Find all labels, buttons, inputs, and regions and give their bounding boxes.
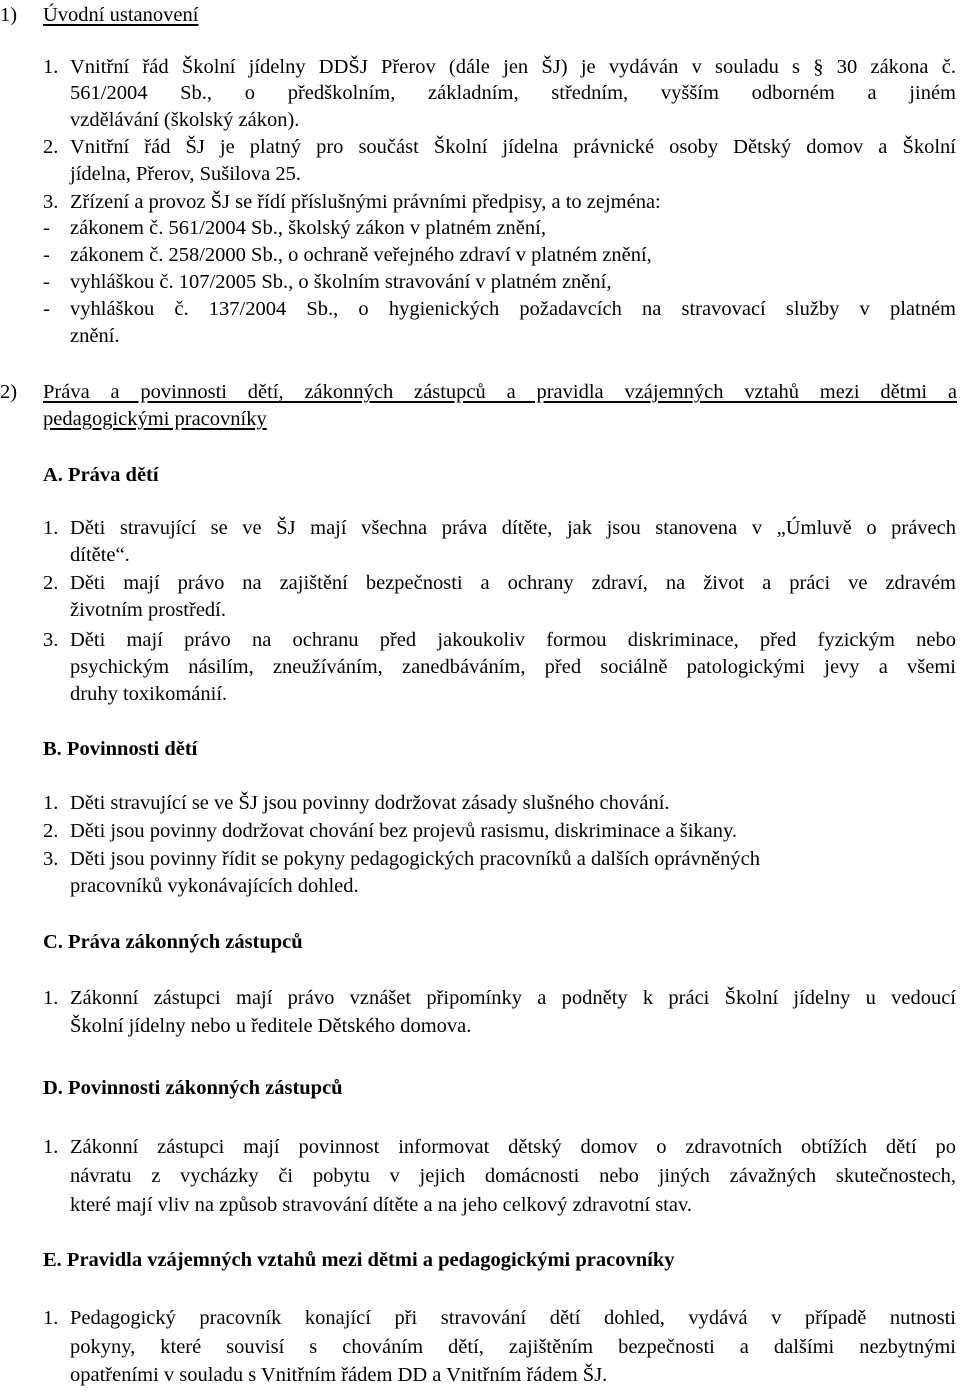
paragraph-line: pracovníků vykonávajících dohled. bbox=[70, 875, 359, 897]
paragraph-line: Děti mají právo na ochranu před jakoukoliv formou diskriminace, před fyzickým nebo bbox=[70, 629, 956, 651]
subsection-heading-a: A. Práva dětí bbox=[43, 464, 159, 486]
paragraph-line: Děti stravující se ve ŠJ jsou povinny dodržovat zásady slušného chování. bbox=[70, 792, 670, 814]
subsection-heading-d: D. Povinnosti zákonných zástupců bbox=[43, 1077, 343, 1099]
paragraph-line: pokyny, které souvisí s chováním dětí, zajištěním bezpečnosti a dalšími nezbytnými bbox=[70, 1336, 956, 1358]
paragraph-line: Vnitřní řád Školní jídelny DDŠJ Přerov (dále jen ŠJ) je vydáván v souladu s § 30 zákona č. bbox=[70, 56, 956, 78]
list-item: vyhláškou č. 107/2005 Sb., o školním stravování v platném znění, bbox=[70, 271, 612, 293]
item-number: 1. bbox=[43, 987, 59, 1009]
item-number: 2. bbox=[43, 820, 59, 842]
item-number: 3. bbox=[43, 848, 59, 870]
section-1-number: 1) bbox=[0, 4, 18, 26]
item-number: 2. bbox=[43, 572, 59, 594]
paragraph-line: Zákonní zástupci mají povinnost informovat dětský domov o zdravotních obtížích dětí po bbox=[70, 1136, 956, 1158]
paragraph-line: opatřeními v souladu s Vnitřním řádem DD a Vnitřním řádem ŠJ. bbox=[70, 1364, 608, 1386]
list-dash: - bbox=[43, 298, 50, 320]
paragraph-line: vzdělávání (školský zákon). bbox=[70, 109, 300, 131]
paragraph-line: Děti stravující se ve ŠJ mají všechna práva dítěte, jak jsou stanovena v „Úmluvě o právech bbox=[70, 517, 956, 539]
list-dash: - bbox=[43, 271, 50, 293]
paragraph-line: psychickým násilím, zneužíváním, zanedbáváním, před sociálně patologickými jevy a všemi bbox=[70, 656, 956, 678]
paragraph-line: Děti jsou povinny řídit se pokyny pedagogických pracovníků a dalších oprávněných bbox=[70, 848, 761, 870]
section-1-title: Úvodní ustanovení bbox=[43, 4, 199, 26]
list-item: zákonem č. 561/2004 Sb., školský zákon v platném znění, bbox=[70, 217, 546, 239]
paragraph-line: druhy toxikománií. bbox=[70, 683, 228, 705]
paragraph-line: Pedagogický pracovník konající při stravování dětí dohled, vydává v případě nutnosti bbox=[70, 1307, 956, 1329]
list-dash: - bbox=[43, 217, 50, 239]
paragraph-line: Školní jídelny nebo u ředitele Dětského domova. bbox=[70, 1015, 472, 1037]
item-number: 1. bbox=[43, 1307, 59, 1329]
subsection-heading-e: E. Pravidla vzájemných vztahů mezi dětmi a pedagogickými pracovníky bbox=[43, 1249, 675, 1271]
item-number: 1. bbox=[43, 56, 59, 78]
item-number: 3. bbox=[43, 191, 59, 213]
subsection-heading-b: B. Povinnosti dětí bbox=[43, 738, 198, 760]
item-number: 3. bbox=[43, 629, 59, 651]
list-dash: - bbox=[43, 244, 50, 266]
paragraph-line: Děti jsou povinny dodržovat chování bez projevů rasismu, diskriminace a šikany. bbox=[70, 820, 738, 842]
section-2-title-continuation: pedagogickými pracovníky bbox=[43, 408, 267, 430]
paragraph-line: životním prostředí. bbox=[70, 599, 227, 621]
paragraph-line: Zákonní zástupci mají právo vznášet připomínky a podněty k práci Školní jídelny u vedoucí bbox=[70, 987, 956, 1009]
item-number: 2. bbox=[43, 136, 59, 158]
list-item: vyhláškou č. 137/2004 Sb., o hygienických požadavcích na stravovací služby v platném bbox=[70, 298, 956, 320]
section-2-title: Práva a povinnosti dětí, zákonných zástupců a pravidla vzájemných vztahů mezi dětmi a bbox=[43, 381, 957, 403]
paragraph-line: 561/2004 Sb., o předškolním, základním, středním, vyšším odborném a jiném bbox=[70, 82, 956, 104]
paragraph-line: jídelna, Přerov, Sušilova 25. bbox=[70, 163, 301, 185]
paragraph-line: Vnitřní řád ŠJ je platný pro součást Školní jídelna právnické osoby Dětský domov a Školní bbox=[70, 136, 956, 158]
paragraph-line: dítěte“. bbox=[70, 544, 130, 566]
section-2-number: 2) bbox=[0, 381, 18, 403]
item-number: 1. bbox=[43, 517, 59, 539]
list-item: zákonem č. 258/2000 Sb., o ochraně veřejného zdraví v platném znění, bbox=[70, 244, 652, 266]
paragraph-line: návratu z vycházky či pobytu v jejich domácnosti nebo jiných závažných skutečnostech, bbox=[70, 1165, 956, 1187]
paragraph-line: Zřízení a provoz ŠJ se řídí příslušnými právními předpisy, a to zejména: bbox=[70, 191, 661, 213]
subsection-heading-c: C. Práva zákonných zástupců bbox=[43, 931, 303, 953]
item-number: 1. bbox=[43, 1136, 59, 1158]
list-item-continuation: znění. bbox=[70, 325, 120, 347]
paragraph-line: Děti mají právo na zajištění bezpečnosti a ochrany zdraví, na život a práci ve zdravém bbox=[70, 572, 956, 594]
item-number: 1. bbox=[43, 792, 59, 814]
paragraph-line: které mají vliv na způsob stravování dítěte a na jeho celkový zdravotní stav. bbox=[70, 1194, 693, 1216]
